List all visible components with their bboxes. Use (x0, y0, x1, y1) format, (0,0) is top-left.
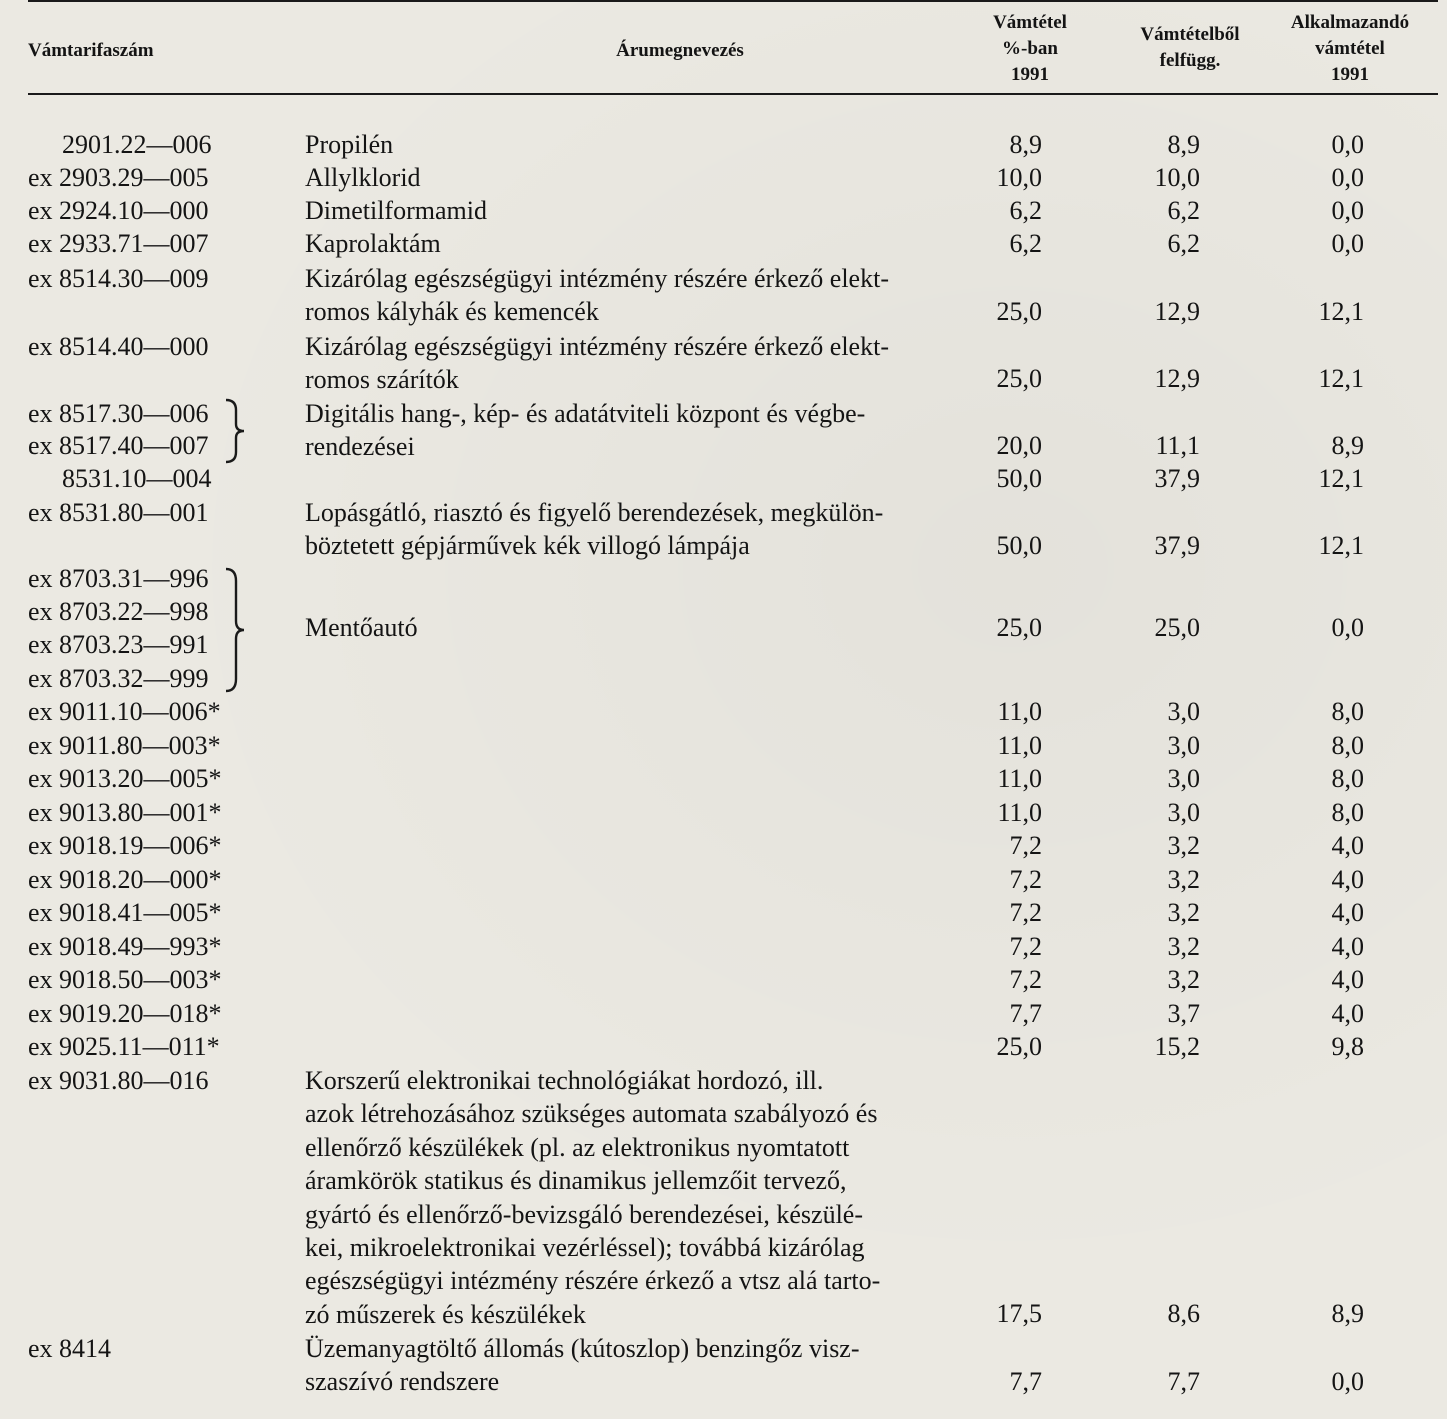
tariff-code: ex 8703.31—996 (28, 564, 209, 593)
tariff-code: ex 8703.32—999 (28, 664, 209, 693)
duty-rate: 7,2 (1009, 932, 1042, 961)
brace-icon (222, 396, 252, 466)
header-suspended: Vámtételből felfügg. (1140, 24, 1240, 71)
tariff-code: ex 9031.80—016 (28, 1066, 209, 1095)
tariff-code: ex 8514.40—000 (28, 332, 209, 361)
applied-rate: 8,0 (1331, 731, 1364, 760)
duty-rate: 25,0 (996, 613, 1042, 642)
duty-rate: 50,0 (996, 464, 1042, 493)
suspended-rate: 25,0 (1154, 613, 1200, 642)
applied-rate: 12,1 (1318, 531, 1364, 560)
suspended-rate: 7,7 (1167, 1367, 1200, 1396)
suspended-rate: 12,9 (1154, 364, 1200, 393)
tariff-code: ex 9018.20—000* (28, 865, 222, 894)
product-description: romos szárítók (305, 365, 459, 395)
tariff-code: ex 9011.10—006* (28, 697, 221, 726)
duty-rate: 7,2 (1009, 865, 1042, 894)
suspended-rate: 8,6 (1167, 1299, 1200, 1328)
applied-rate: 8,0 (1331, 764, 1364, 793)
tariff-code: ex 9013.80—001* (28, 798, 222, 827)
suspended-rate: 3,2 (1167, 965, 1200, 994)
product-description: azok létrehozásához szükséges automata szabályozó és (305, 1099, 878, 1129)
header-applied-rate: Alkalmazandó vámtétel 1991 (1290, 12, 1410, 85)
product-description: rendezései (305, 432, 415, 462)
duty-rate: 10,0 (996, 163, 1042, 192)
applied-rate: 8,0 (1331, 697, 1364, 726)
duty-rate: 8,9 (1009, 130, 1042, 159)
duty-rate: 20,0 (996, 431, 1042, 460)
applied-rate: 8,0 (1331, 798, 1364, 827)
product-description: egészségügyi intézmény részére érkező a vtsz alá tarto- (305, 1266, 881, 1296)
tariff-code: ex 8703.23—991 (28, 630, 209, 659)
suspended-rate: 3,2 (1167, 932, 1200, 961)
applied-rate: 0,0 (1331, 229, 1364, 258)
applied-rate: 4,0 (1331, 932, 1364, 961)
header-duty-rate: Vámtétel %-ban 1991 (993, 12, 1067, 85)
tariff-code: ex 2924.10—000 (28, 196, 209, 225)
applied-rate: 4,0 (1331, 965, 1364, 994)
tariff-code: ex 8531.80—001 (28, 498, 209, 527)
product-description: szaszívó rendszere (305, 1367, 500, 1397)
suspended-rate: 37,9 (1154, 531, 1200, 560)
product-description: böztetett gépjárművek kék villogó lámpája (305, 531, 750, 561)
applied-rate: 8,9 (1331, 431, 1364, 460)
duty-rate: 6,2 (1009, 229, 1042, 258)
duty-rate: 6,2 (1009, 196, 1042, 225)
tariff-code: ex 8517.40—007 (28, 431, 209, 460)
applied-rate: 4,0 (1331, 999, 1364, 1028)
header-description: Árumegnevezés (616, 40, 744, 61)
tariff-code: ex 2903.29—005 (28, 163, 209, 192)
suspended-rate: 3,0 (1167, 731, 1200, 760)
suspended-rate: 3,0 (1167, 697, 1200, 726)
tariff-code: ex 9018.49—993* (28, 932, 222, 961)
applied-rate: 9,8 (1331, 1032, 1364, 1061)
suspended-rate: 37,9 (1154, 464, 1200, 493)
product-description: Kizárólag egészségügyi intézmény részére érkező elekt- (305, 264, 889, 293)
product-description: Lopásgátló, riasztó és figyelő berendezések, megkülön- (305, 498, 884, 527)
product-description: Kaprolaktám (305, 229, 441, 258)
tariff-code: ex 2933.71—007 (28, 229, 209, 258)
duty-rate: 7,2 (1009, 831, 1042, 860)
product-description: Üzemanyagtöltő állomás (kútoszlop) benzingőz visz- (305, 1334, 860, 1363)
duty-rate: 50,0 (996, 531, 1042, 560)
product-description: zó műszerek és készülékek (305, 1299, 586, 1329)
applied-rate: 4,0 (1331, 898, 1364, 927)
suspended-rate: 10,0 (1154, 163, 1200, 192)
product-description: áramkörök statikus és dinamikus jellemzőit tervező, (305, 1166, 847, 1196)
duty-rate: 7,7 (1009, 1367, 1042, 1396)
tariff-code: 8531.10—004 (62, 464, 212, 493)
suspended-rate: 15,2 (1154, 1032, 1200, 1061)
suspended-rate: 11,1 (1155, 431, 1200, 460)
applied-rate: 4,0 (1331, 865, 1364, 894)
product-description: Kizárólag egészségügyi intézmény részére érkező elekt- (305, 332, 889, 361)
suspended-rate: 12,9 (1154, 297, 1200, 326)
suspended-rate: 6,2 (1167, 229, 1200, 258)
product-description: gyártó és ellenőrző-bevizsgáló berendezései, készülé- (305, 1199, 864, 1229)
product-description: romos kályhák és kemencék (305, 297, 599, 327)
product-description: kei, mikroelektronikai vezérléssel); továbbá kizárólag (305, 1233, 865, 1262)
applied-rate: 12,1 (1318, 297, 1364, 326)
tariff-code: ex 9018.19—006* (28, 831, 222, 860)
applied-rate: 12,1 (1318, 364, 1364, 393)
suspended-rate: 8,9 (1167, 130, 1200, 159)
brace-icon (222, 565, 252, 695)
duty-rate: 7,7 (1009, 999, 1042, 1028)
tariff-code: ex 9019.20—018* (28, 999, 222, 1028)
applied-rate: 0,0 (1331, 1367, 1364, 1396)
suspended-rate: 3,0 (1167, 764, 1200, 793)
tariff-code: ex 9018.41—005* (28, 898, 222, 927)
product-description: Korszerű elektronikai technológiákat hordozó, ill. (305, 1066, 824, 1095)
tariff-code: ex 8414 (28, 1334, 112, 1363)
suspended-rate: 3,0 (1167, 798, 1200, 827)
tariff-code: ex 8514.30—009 (28, 264, 209, 293)
product-description: Allylklorid (305, 163, 421, 192)
duty-rate: 25,0 (996, 364, 1042, 393)
duty-rate: 25,0 (996, 1032, 1042, 1061)
header-code: Vámtarifaszám (28, 40, 154, 61)
applied-rate: 0,0 (1331, 196, 1364, 225)
product-description: Mentőautó (305, 613, 418, 642)
applied-rate: 0,0 (1331, 163, 1364, 192)
product-description: Propilén (305, 130, 394, 159)
duty-rate: 11,0 (997, 697, 1042, 726)
tariff-code: 2901.22—006 (62, 130, 212, 159)
duty-rate: 11,0 (997, 731, 1042, 760)
applied-rate: 8,9 (1331, 1299, 1364, 1328)
applied-rate: 12,1 (1318, 464, 1364, 493)
tariff-code: ex 9011.80—003* (28, 731, 221, 760)
applied-rate: 0,0 (1331, 613, 1364, 642)
product-description: Dimetilformamid (305, 196, 487, 225)
suspended-rate: 3,2 (1167, 831, 1200, 860)
duty-rate: 11,0 (997, 798, 1042, 827)
duty-rate: 17,5 (996, 1299, 1042, 1328)
suspended-rate: 3,2 (1167, 898, 1200, 927)
tariff-code: ex 9018.50—003* (28, 965, 222, 994)
duty-rate: 7,2 (1009, 898, 1042, 927)
applied-rate: 4,0 (1331, 831, 1364, 860)
product-description: Digitális hang-, kép- és adatátviteli központ és végbe- (305, 399, 866, 428)
suspended-rate: 6,2 (1167, 196, 1200, 225)
tariff-code: ex 9013.20—005* (28, 764, 222, 793)
tariff-code: ex 8517.30—006 (28, 399, 209, 428)
tariff-code: ex 8703.22—998 (28, 597, 209, 626)
duty-rate: 11,0 (997, 764, 1042, 793)
duty-rate: 7,2 (1009, 965, 1042, 994)
applied-rate: 0,0 (1331, 130, 1364, 159)
product-description: ellenőrző készülékek (pl. az elektronikus nyomtatott (305, 1132, 850, 1162)
tariff-code: ex 9025.11—011* (28, 1032, 220, 1061)
suspended-rate: 3,7 (1167, 999, 1200, 1028)
duty-rate: 25,0 (996, 297, 1042, 326)
suspended-rate: 3,2 (1167, 865, 1200, 894)
